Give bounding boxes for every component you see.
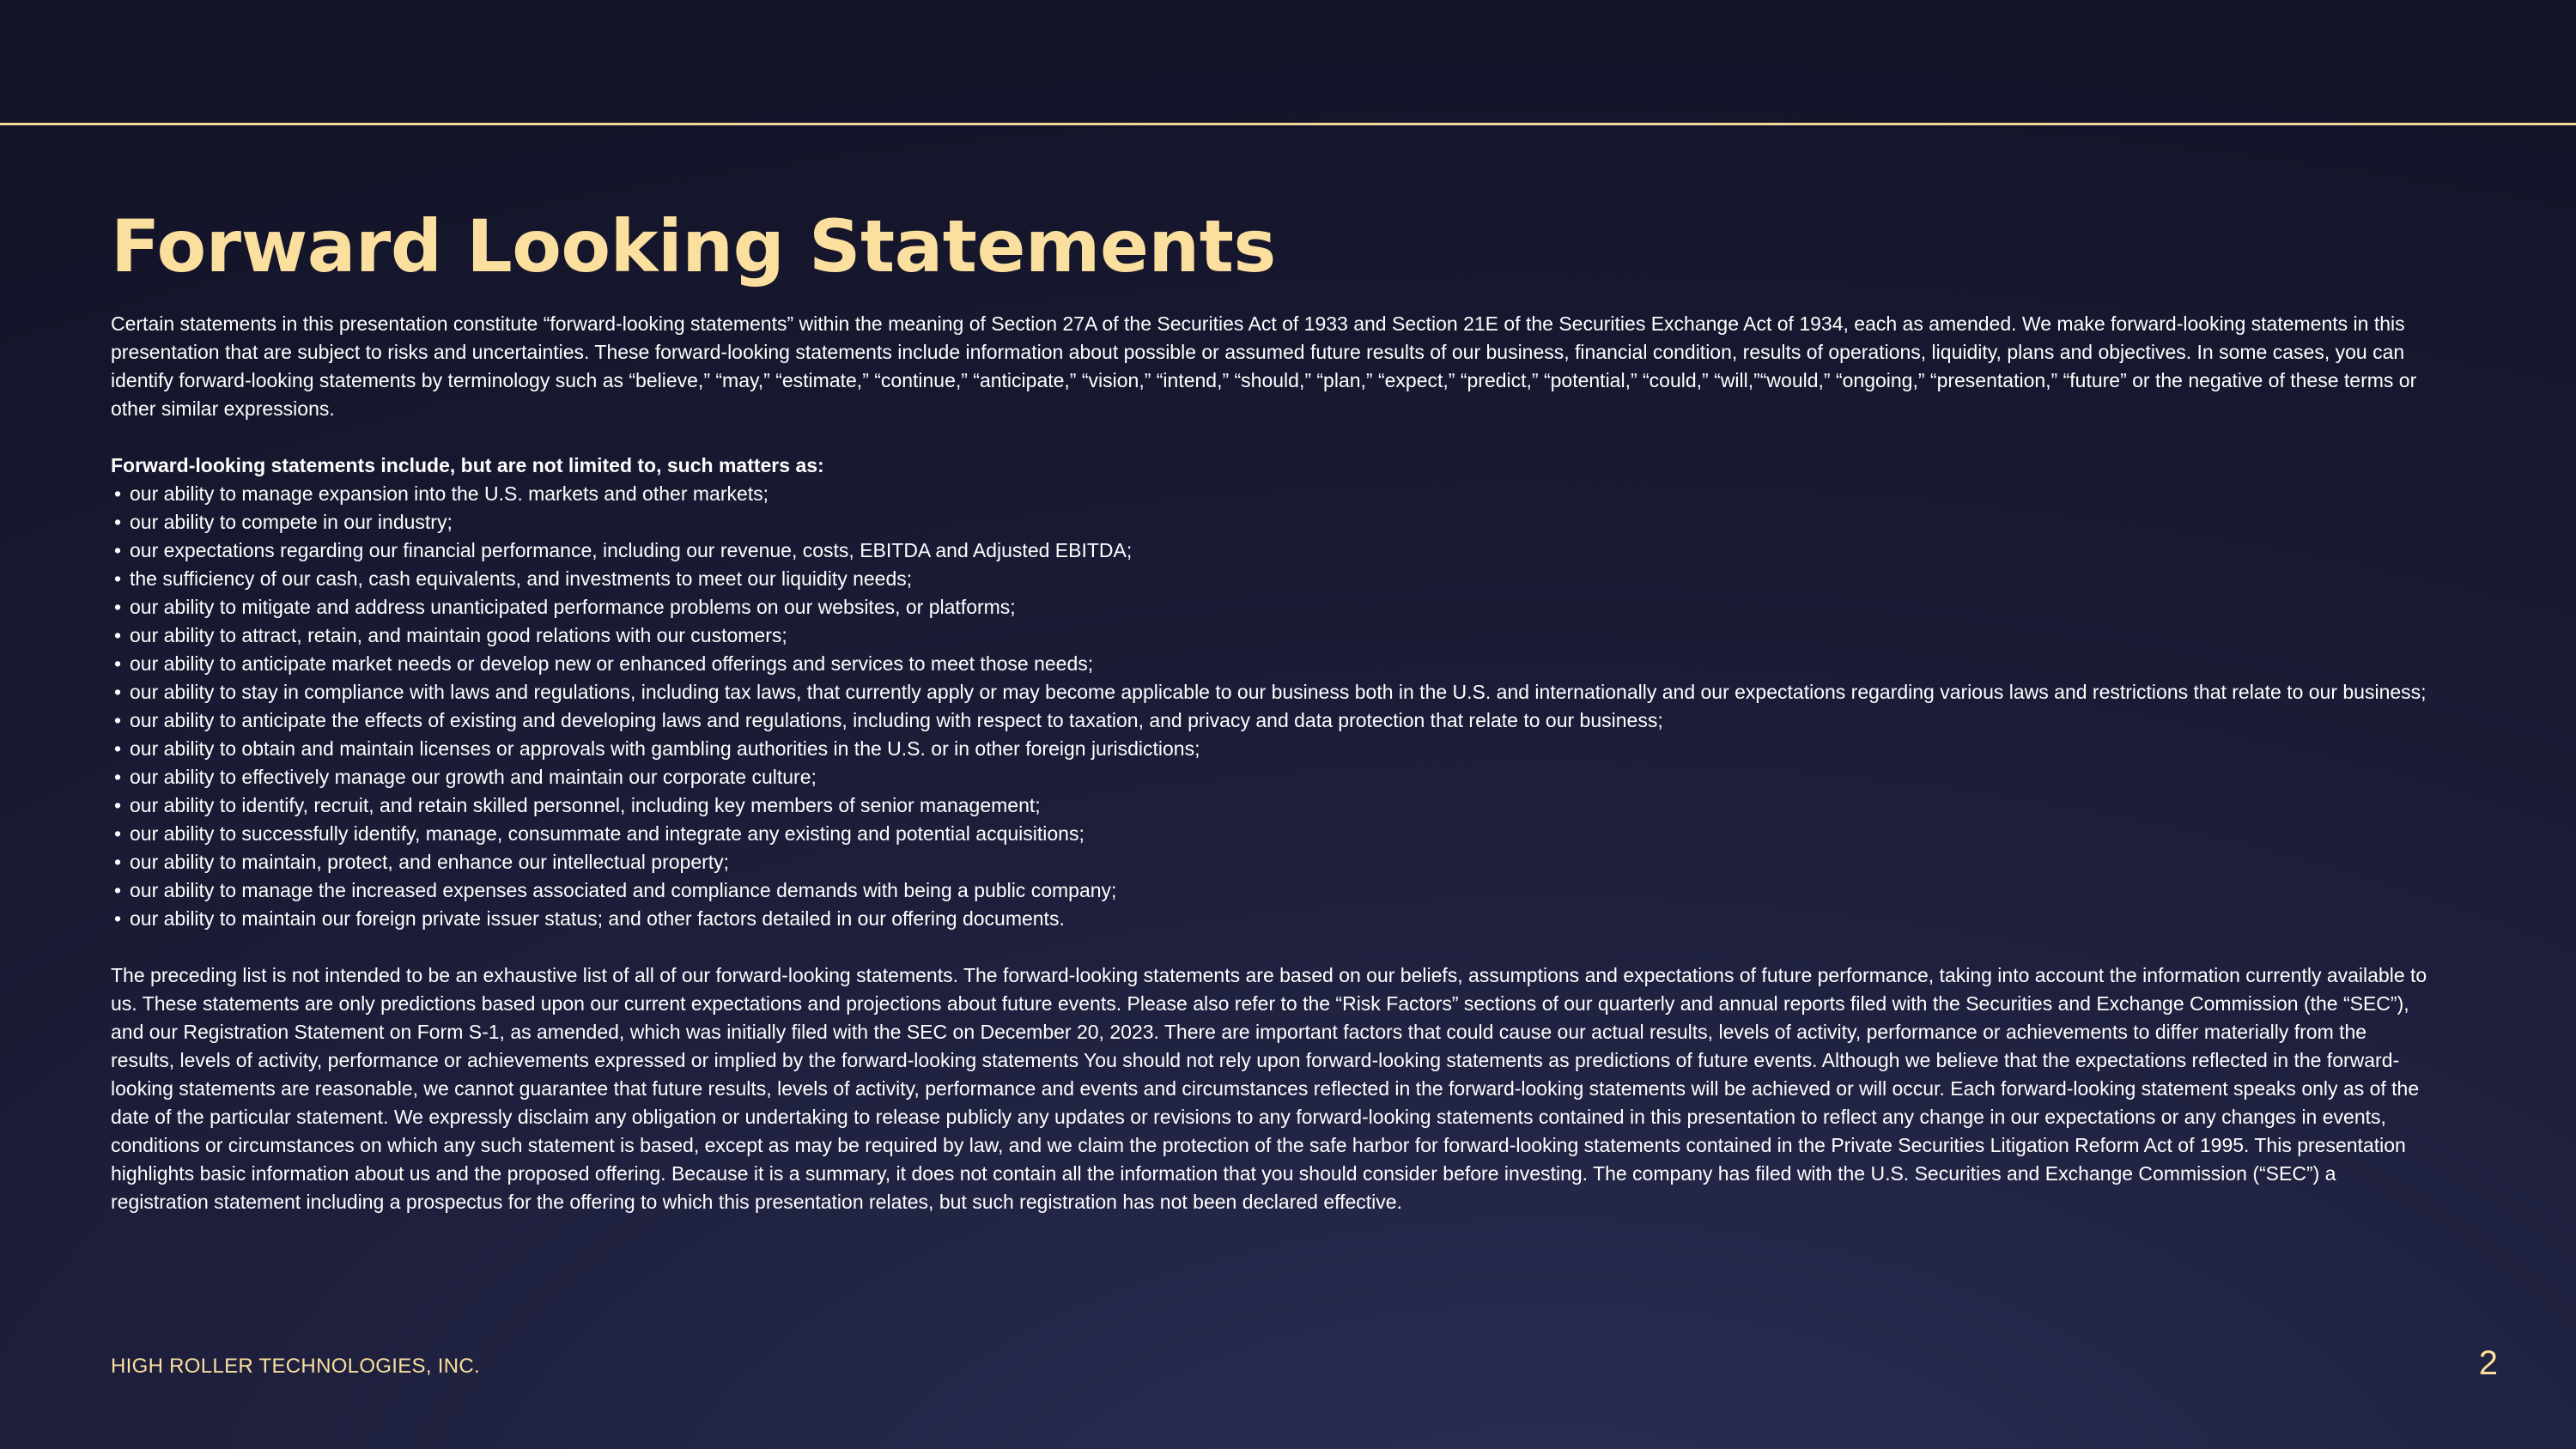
- list-item: [111, 820, 2429, 848]
- paragraph-spacer: [111, 933, 2429, 961]
- list-item-text: our ability to identify, recruit, and retain skilled personnel, including key members of senior management;: [130, 794, 1041, 816]
- list-item: [111, 678, 2429, 706]
- list-item: [111, 735, 2429, 763]
- list-item: [111, 905, 2429, 933]
- bullet-icon: •: [114, 851, 122, 873]
- bullet-icon: •: [114, 681, 122, 703]
- list-item-text: our ability to mitigate and address unanticipated performance problems on our websites, or platforms;: [130, 596, 1016, 618]
- intro-paragraph: Certain statements in this presentation constitute “forward-looking statements” within the meaning of Section 27A of the Securities Act of 1933 and Section 21E of the Securities Exchange Act of 1934, each as amended. We make forward-looking statements in this presentation that are subject to risks and uncertainties. These forward-looking statements include information about possible or assumed future results of our business, financial condition, results of operations, liquidity, plans and objectives. In some cases, you can identify forward-looking statements by terminology such as “believe,” “may,” “estimate,” “continue,” “anticipate,” “vision,” “intend,” “should,” “plan,” “expect,” “predict,” “potential,” “could,” “will,”“would,” “ongoing,” “presentation,” “future” or the negative of these terms or other similar expressions.: [111, 312, 2417, 420]
- paragraph-spacer: [111, 423, 2429, 452]
- bullet-icon: •: [114, 539, 122, 561]
- bullet-icon: •: [114, 482, 122, 505]
- list-item-text: our ability to attract, retain, and maintain good relations with our customers;: [130, 624, 787, 646]
- bullet-icon: •: [114, 794, 122, 816]
- bullet-icon: •: [114, 879, 122, 901]
- list-item: [111, 791, 2429, 820]
- bullet-icon: •: [114, 652, 122, 675]
- bullet-icon: •: [114, 737, 122, 760]
- list-item-text: our ability to anticipate market needs or develop new or enhanced offerings and services to meet those needs;: [130, 652, 1094, 675]
- list-item: [111, 706, 2429, 735]
- page-number: 2: [2478, 1344, 2498, 1382]
- list-item: [111, 593, 2429, 621]
- list-item: [111, 763, 2429, 791]
- list-item-text: our ability to obtain and maintain licenses or approvals with gambling authorities in the U.S. or in other foreign jurisdictions;: [130, 737, 1200, 760]
- list-item: [111, 650, 2429, 678]
- list-heading: Forward-looking statements include, but are not limited to, such matters as:: [111, 454, 824, 476]
- list-item-text: our ability to stay in compliance with laws and regulations, including tax laws, that currently apply or may become applicable to our business both in the U.S. and internationally and our expectations regarding various laws and restrictions that relate to our business;: [130, 681, 2427, 703]
- list-item-text: our ability to maintain, protect, and enhance our intellectual property;: [130, 851, 730, 873]
- list-item-text: our ability to anticipate the effects of existing and developing laws and regulations, including with respect to taxation, and privacy and data protection that relate to our business;: [130, 709, 1663, 731]
- list-item-text: our expectations regarding our financial performance, including our revenue, costs, EBITDA and Adjusted EBITDA;: [130, 539, 1133, 561]
- bullet-icon: •: [114, 511, 122, 533]
- list-item-text: the sufficiency of our cash, cash equivalents, and investments to meet our liquidity needs;: [130, 567, 913, 590]
- list-item: [111, 876, 2429, 905]
- footer-company-name: HIGH ROLLER TECHNOLOGIES, INC.: [111, 1355, 480, 1378]
- bullet-icon: •: [114, 624, 122, 646]
- list-item-text: our ability to manage the increased expenses associated and compliance demands with being a public company;: [130, 879, 1117, 901]
- bullet-icon: •: [114, 709, 122, 731]
- list-item-text: our ability to successfully identify, manage, consummate and integrate any existing and potential acquisitions;: [130, 822, 1084, 845]
- slide-body: [111, 310, 2429, 1216]
- list-item: [111, 508, 2429, 537]
- list-item-text: our ability to effectively manage our growth and maintain our corporate culture;: [130, 766, 817, 788]
- list-item: [111, 537, 2429, 565]
- list-item: [111, 480, 2429, 508]
- bullet-icon: •: [114, 567, 122, 590]
- bullet-icon: •: [114, 596, 122, 618]
- slide-title: Forward Looking Statements: [111, 204, 1276, 288]
- list-item-text: our ability to compete in our industry;: [130, 511, 453, 533]
- bullet-icon: •: [114, 766, 122, 788]
- list-item: [111, 565, 2429, 593]
- bullet-icon: •: [114, 907, 122, 930]
- list-item: [111, 621, 2429, 650]
- bullet-icon: •: [114, 822, 122, 845]
- list-item-text: our ability to manage expansion into the U.S. markets and other markets;: [130, 482, 769, 505]
- top-divider-rule: [0, 123, 2576, 125]
- closing-paragraph: The preceding list is not intended to be an exhaustive list of all of our forward-looking statements. The forward-looking statements are based on our beliefs, assumptions and expectations of future performance, taking into account the information currently available to us. These statements are only predictions based upon our current expectations and projections about future events. Please also refer to the “Risk Factors” sections of our quarterly and annual reports filed with the Securities and Exchange Commission (the “SEC”), and our Registration Statement on Form S-1, as amended, which was initially filed with the SEC on December 20, 2023. There are important factors that could cause our actual results, levels of activity, performance or achievements to differ materially from the results, levels of activity, performance or achievements expressed or implied by the forward-looking statements You should not rely upon forward-looking statements as predictions of future events. Although we believe that the expectations reflected in the forward-looking statements are reasonable, we cannot guarantee that future results, levels of activity, performance and events and circumstances reflected in the forward-looking statements will be achieved or will occur. Each forward-looking statement speaks only as of the date of the particular statement. We expressly disclaim any obligation or undertaking to release publicly any updates or revisions to any forward-looking statements contained in this presentation to reflect any change in our expectations or any changes in events, conditions or circumstances on which any such statement is based, except as may be required by law, and we claim the protection of the safe harbor for forward-looking statements contained in the Private Securities Litigation Reform Act of 1995. This presentation highlights basic information about us and the proposed offering. Because it is a summary, it does not contain all the information that you should consider before investing. The company has filed with the U.S. Securities and Exchange Commission (“SEC”) a registration statement including a prospectus for the offering to which this presentation relates, but such registration has not been declared effective.: [111, 964, 2427, 1213]
- list-item-text: our ability to maintain our foreign private issuer status; and other factors detailed in our offering documents.: [130, 907, 1065, 930]
- list-item: [111, 848, 2429, 876]
- matters-list: [111, 480, 2429, 933]
